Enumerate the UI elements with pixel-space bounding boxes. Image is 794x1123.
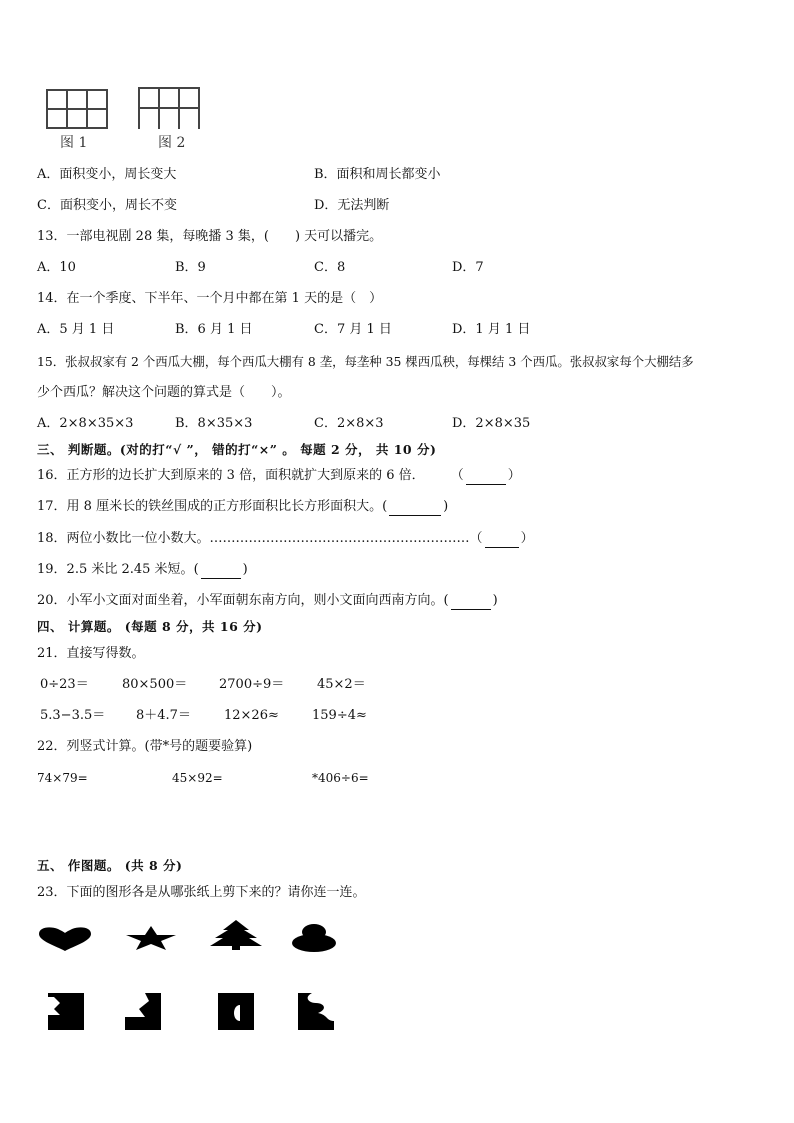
section-4-heading: 四、 计算题。 (每题 8 分，共 16 分) [37, 619, 263, 634]
q22-stem: 22．列竖式计算。(带*号的题要验算) [37, 739, 253, 754]
heart-shape-icon[interactable] [38, 926, 92, 952]
q12-option-a: A．面积变小，周长变大 [37, 167, 177, 182]
q17-close: ) [443, 499, 449, 514]
q15-option-b: B．8×35×3 [175, 416, 253, 431]
snowman-shape-icon[interactable] [291, 924, 337, 952]
q12-option-c: C．面积变小，周长不变 [37, 198, 177, 213]
q21-r1-c4: 45×2＝ [317, 677, 366, 692]
q19-open: ( [193, 562, 199, 577]
q20 [37, 593, 498, 610]
q17-answer-blank[interactable] [389, 499, 441, 516]
q15-option-d: D．2×8×35 [452, 416, 531, 431]
q22-item-1: 74×79= [37, 771, 88, 785]
q19 [37, 562, 248, 579]
figure-1-caption: 图 1 [60, 135, 88, 151]
q22-item-3: *406÷6= [312, 771, 369, 785]
q13-option-c: C．8 [314, 260, 346, 275]
figure-2-caption: 图 2 [158, 135, 186, 151]
q15-stem-line2: 少个西瓜？解决这个问题的算式是（ ）。 [37, 385, 291, 400]
paper-snowman-cut-icon[interactable] [298, 993, 334, 1030]
q13-stem: 13．一部电视剧 28 集，每晚播 3 集，( ) 天可以播完。 [37, 229, 383, 244]
q16-close: ） [507, 468, 521, 483]
q18-open: （ [469, 531, 483, 546]
q18-text: 18．两位小数比一位小数大。…………………………………………………… [37, 531, 470, 546]
q12-option-b: B．面积和周长都变小 [314, 167, 441, 182]
q13-option-d: D．7 [452, 260, 484, 275]
q15-option-a: A．2×8×35×3 [37, 416, 134, 431]
q14-option-c: C．7 月 1 日 [314, 322, 392, 337]
q16-text: 16．正方形的边长扩大到原来的 3 倍，面积就扩大到原来的 6 倍． [37, 468, 425, 483]
q20-close: ) [492, 593, 498, 608]
q20-text: 20．小军小文面对面坐着，小军面朝东南方向，则小文面向西南方向。 [37, 593, 444, 608]
q18-answer-blank[interactable] [485, 531, 519, 548]
q13-option-b: B．9 [175, 260, 206, 275]
q15-option-c: C．2×8×3 [314, 416, 384, 431]
q21-r1-c3: 2700÷9＝ [219, 677, 285, 692]
q18 [37, 531, 534, 548]
q21-r2-c1: 5.3−3.5＝ [40, 708, 106, 723]
q16-answer-blank[interactable] [466, 468, 506, 485]
q20-open: ( [443, 593, 449, 608]
q20-answer-blank[interactable] [451, 593, 491, 610]
q22-item-2: 45×92= [172, 771, 223, 785]
q19-text: 19．2.5 米比 2.45 米短。 [37, 562, 194, 577]
q14-option-a: A．5 月 1 日 [37, 322, 115, 337]
tree-shape-icon[interactable] [209, 920, 263, 950]
q12-option-d: D．无法判断 [314, 198, 390, 213]
figure-2-grid [138, 86, 200, 130]
q17 [37, 499, 448, 516]
q19-close: ) [242, 562, 248, 577]
q21-r2-c3: 12×26≈ [224, 708, 279, 723]
q21-stem: 21．直接写得数。 [37, 646, 145, 661]
q16-open: （ [450, 468, 464, 483]
q15-stem-line1: 15．张叔叔家有 2 个西瓜大棚，每个西瓜大棚有 8 垄，每垄种 35 棵西瓜秧，每棵结 3 个西瓜。张叔叔家每个大棚结多 [37, 354, 694, 369]
paper-tree-cut-icon[interactable] [218, 993, 254, 1030]
q13-option-a: A．10 [37, 260, 76, 275]
paper-star-cut-icon[interactable] [125, 993, 161, 1030]
q14-option-d: D．1 月 1 日 [452, 322, 531, 337]
q17-open: ( [382, 499, 388, 514]
q14-stem: 14．在一个季度、下半年、一个月中都在第 1 天的是（ ） [37, 291, 383, 306]
q21-r2-c2: 8＋4.7＝ [136, 708, 191, 723]
q23-stem: 23．下面的图形各是从哪张纸上剪下来的？请你连一连。 [37, 885, 366, 900]
q21-r2-c4: 159÷4≈ [312, 708, 367, 723]
q21-r1-c2: 80×500＝ [122, 677, 188, 692]
section-5-heading: 五、 作图题。 (共 8 分) [37, 858, 183, 873]
q14-option-b: B．6 月 1 日 [175, 322, 253, 337]
q16 [37, 468, 521, 485]
q17-text: 17．用 8 厘米长的铁丝围成的正方形面积比长方形面积大。 [37, 499, 383, 514]
star-shape-icon[interactable] [126, 926, 176, 950]
q21-r1-c1: 0÷23＝ [40, 677, 89, 692]
q18-close: ） [520, 531, 534, 546]
figure-1-grid [46, 89, 108, 130]
q19-answer-blank[interactable] [201, 562, 241, 579]
section-3-heading: 三、 判断题。(对的打“√ ”， 错的打“×” 。 每题 2 分， 共 10 分) [37, 442, 437, 457]
paper-heart-cut-icon[interactable] [48, 993, 84, 1030]
